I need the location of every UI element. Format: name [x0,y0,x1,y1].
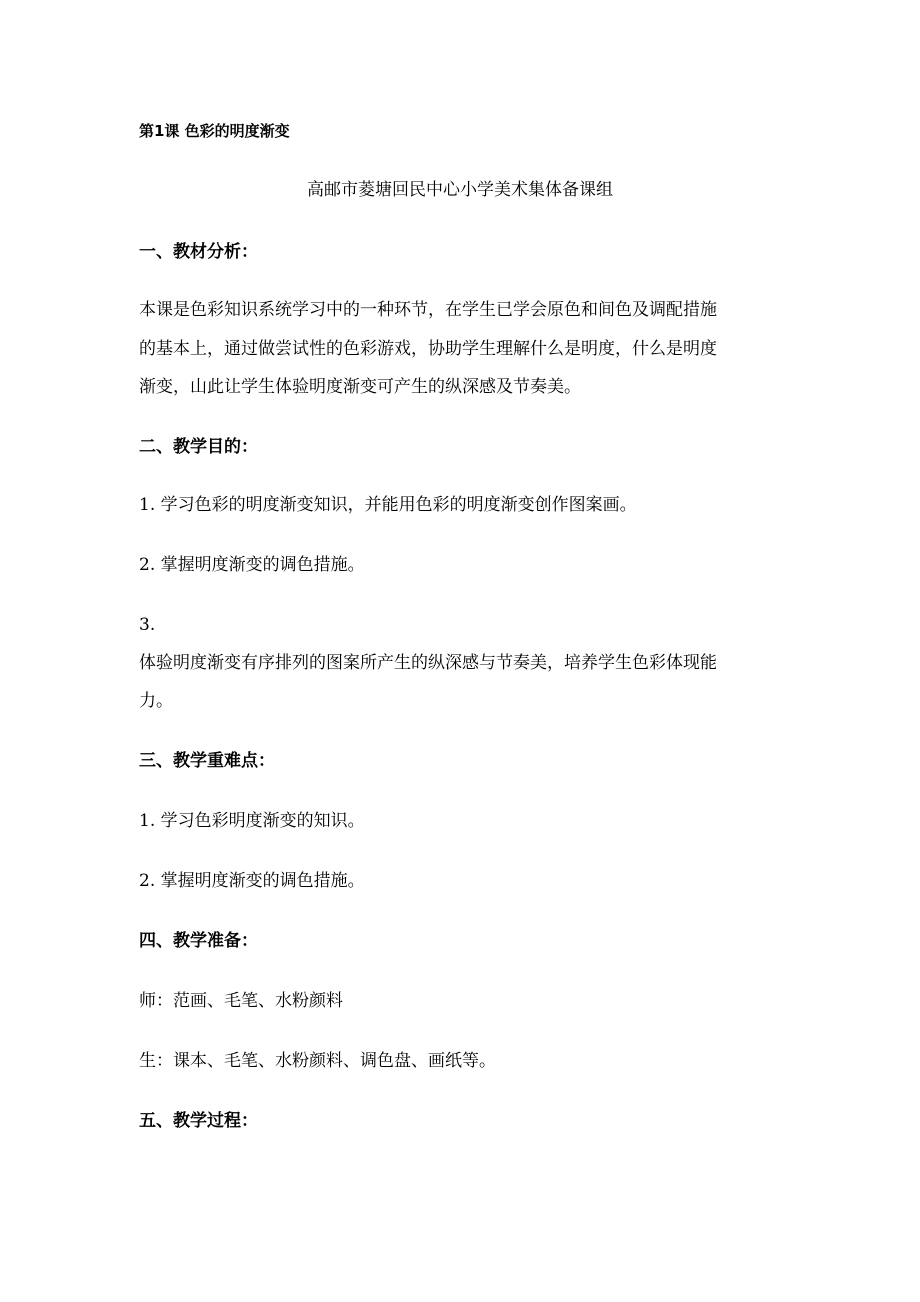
goal-item-3-number: 3. [139,615,156,635]
heading-analysis: 一、教材分析： [139,242,258,262]
lesson-title: 第1课 色彩的明度渐变 [139,122,290,140]
heading-goals: 二、教学目的： [139,437,258,457]
goal-item-2: 2. 掌握明度渐变的调色措施。 [139,555,365,575]
key-point-item-1: 1. 学习色彩明度渐变的知识。 [139,811,365,831]
heading-key-points: 三、教学重难点： [139,751,275,771]
goal-item-3-line: 体验明度渐变有序排列的图案所产生的纵深感与节奏美，培养学生色彩体现能 [139,653,717,673]
goal-item-1: 1. 学习色彩的明度渐变知识，并能用色彩的明度渐变创作图案画。 [139,495,637,515]
analysis-line: 渐变，山此让学生体验明度渐变可产生的纵深感及节奏美。 [139,377,581,397]
key-point-item-2: 2. 掌握明度渐变的调色措施。 [139,871,365,891]
heading-preparation: 四、教学准备： [139,931,258,951]
heading-process: 五、教学过程： [139,1111,258,1131]
analysis-line: 本课是色彩知识系统学习中的一种环节，在学生已学会原色和间色及调配措施 [139,300,717,320]
preparation-teacher: 师：范画、毛笔、水粉颜料 [139,991,343,1011]
author-group: 高邮市菱塘回民中心小学美术集体备课组 [307,180,613,200]
preparation-student: 生：课本、毛笔、水粉颜料、调色盘、画纸等。 [139,1051,496,1071]
goal-item-3-line: 力。 [139,691,173,711]
analysis-line: 的基本上，通过做尝试性的色彩游戏，协助学生理解什么是明度，什么是明度 [139,339,717,359]
